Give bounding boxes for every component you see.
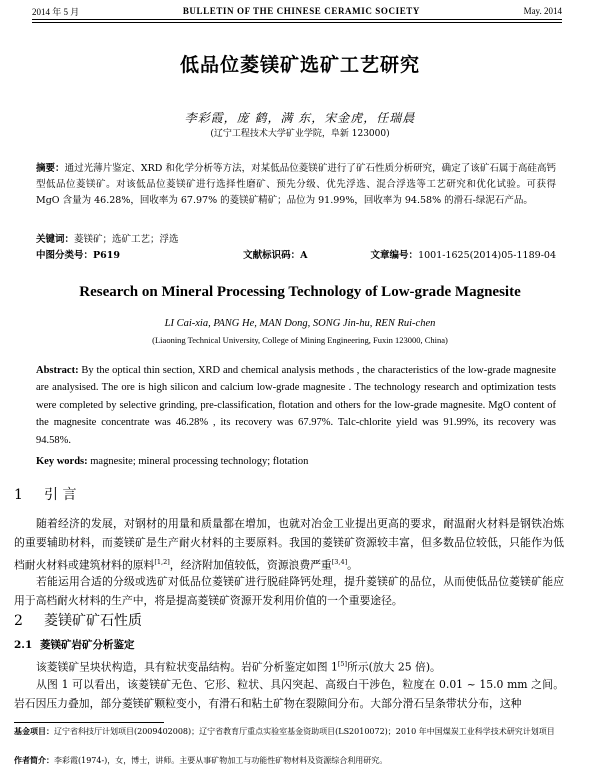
authors-cn: 李彩霞，庞 鹤，满 东，宋金虎，任瑞晨 (184, 111, 416, 125)
section-title: 菱镁矿矿石性质 (44, 613, 142, 629)
abstract-en (36, 362, 556, 449)
header-date-en: May. 2014 (523, 6, 562, 16)
keywords-en (36, 456, 308, 467)
journal-name: BULLETIN OF THE CHINESE CERAMIC SOCIETY (182, 6, 421, 16)
document-code: 文献标识码：A (243, 250, 308, 261)
abstract-en-label: Abstract: (36, 365, 79, 376)
keywords-cn (36, 231, 179, 245)
paragraph-text: 。 (347, 558, 358, 572)
header-date: 2014 年 5 月 (32, 6, 80, 17)
section-heading-ore-properties (14, 610, 142, 630)
paragraph-text: 随着经济的发展，对钢材的用量和质量都在增加，也就对冶金工业提出更高的要求，耐温耐火材料是钢铁冶炼的重要辅助材料，而菱镁矿是生产耐火材料的主要原料。我国的菱镁矿资源较丰富，但多数品位较低，只能作为低档耐火材料或建筑材料的原料 (14, 517, 564, 572)
citation: [1,2] (154, 557, 170, 566)
section-number: 2 (14, 613, 23, 629)
abstract-cn-label: 摘要： (36, 163, 65, 174)
title-en: Research on Mineral Processing Technology of Low-grade Magnesite (79, 284, 521, 300)
keywords-cn-text: 菱镁矿；选矿工艺；浮选 (74, 234, 179, 245)
keywords-en-label: Key words: (36, 456, 88, 467)
article-number-label: 文章编号： (370, 250, 419, 261)
section-number: 1 (14, 487, 23, 503)
header-rule-thin (32, 22, 562, 23)
paragraph (14, 655, 564, 677)
affiliation-en: (Liaoning Technical University, College of Mining Engineering, Fuxin 123000, China) (152, 335, 448, 345)
paragraph-text: ，经济附加值较低，资源浪费严重 (169, 558, 332, 572)
abstract-cn-text: 通过光薄片鉴定、XRD 和化学分析等方法，对某低品位菱镁矿进行了矿石性质分析研究，确定了该矿石属于高硅高钙型低品位菱镁矿。对该低品位菱镁矿进行选择性磨矿、预先分级、优先浮选、混合浮选等工艺研究和优化试验。可获得 MgO 含量为 46.28%，回收率为 67.97% 的菱镁矿精矿；品位为 91.99%，回收率为 94.58% 的滑石-绿泥石产品。 (36, 163, 556, 206)
footnote-label: 基金项目： (14, 726, 54, 736)
citation: [3,4] (331, 557, 348, 566)
subsection-title: 菱镁矿岩矿分析鉴定 (40, 639, 135, 651)
affiliation-cn: (辽宁工程技术大学矿业学院，阜新 123000) (210, 129, 390, 139)
keywords-cn-label: 关键词： (36, 234, 75, 245)
authors-en: LI Cai-xia, PANG He, MAN Dong, SONG Jin-hu, REN Rui-chen (164, 318, 436, 329)
keywords-en-text: magnesite; mineral processing technology; flotation (87, 456, 309, 467)
running-header (32, 4, 562, 18)
footnote-text: 辽宁省科技厅计划项目(2009402008)；辽宁省教育厅重点实验室基金资助项目(LS2010072)；2010 年中国煤炭工业科学技术研究计划项目 (54, 727, 555, 736)
paragraph: 从图 1 可以看出，该菱镁矿无色、它形、粒状、具闪突起、高级白干涉色，粒度在 0.01 ~ 15.0 mm 之间。岩石因压力叠加，部分菱镁矿颗粒变小，有滑石和粘土矿物在裂隙间分布。大部分滑石呈条带状分布，这种 (14, 678, 564, 711)
subsection-number: 2.1 (14, 639, 33, 651)
clc-number: 中图分类号：P619 (36, 250, 120, 261)
footnote-label: 作者简介： (14, 755, 54, 765)
paragraph (14, 514, 564, 575)
abstract-en-text: By the optical thin section, XRD and chemical analysis methods , the characteristics of the low-grade magnesite are analysised. The ore is high silicon and calcium low-grade magnesite . The technology research and optimization tests were completed by selective grinding, pre-classification, flotation and others for the low-grade magnesite. MgO content of the magnesite concentrate was 46.28% , its recovery was 67.97%. Talc-chlorite yield was 91.99%, its recovery was 94.58%. (36, 365, 556, 446)
title-cn: 低品位菱镁矿选矿工艺研究 (179, 54, 420, 76)
article-number-value: 1001-1625(2014)05-1189-04 (418, 250, 556, 261)
paragraph: 若能运用合适的分级或选矿对低品位菱镁矿进行脱硅降钙处理，提升菱镁矿的品位，从而使低品位菱镁矿能应用于高档耐火材料的生产中，将是提高菱镁矿资源开发利用价值的一个重要途径。 (14, 575, 564, 608)
article-number (371, 247, 556, 261)
footnote-text: 李彩霞(1974-)，女，博士，讲师。主要从事矿物加工与功能性矿物材料及资源综合利用研究。 (54, 756, 388, 765)
subsection-heading (14, 637, 135, 652)
classification-line (36, 247, 556, 261)
paragraph-text: 该菱镁矿呈块状构造，具有粒状变晶结构。岩矿分析鉴定如图 1 (36, 660, 338, 674)
footnote-funding (14, 725, 564, 738)
section-heading-intro (14, 484, 76, 504)
paragraph-text: 所示(放大 25 倍)。 (347, 660, 441, 674)
footnote-rule (14, 722, 164, 723)
header-rule (32, 19, 562, 20)
section-title: 引 言 (44, 487, 77, 503)
footnote-author (14, 754, 564, 767)
abstract-cn (36, 161, 556, 209)
citation: [5] (337, 660, 348, 668)
